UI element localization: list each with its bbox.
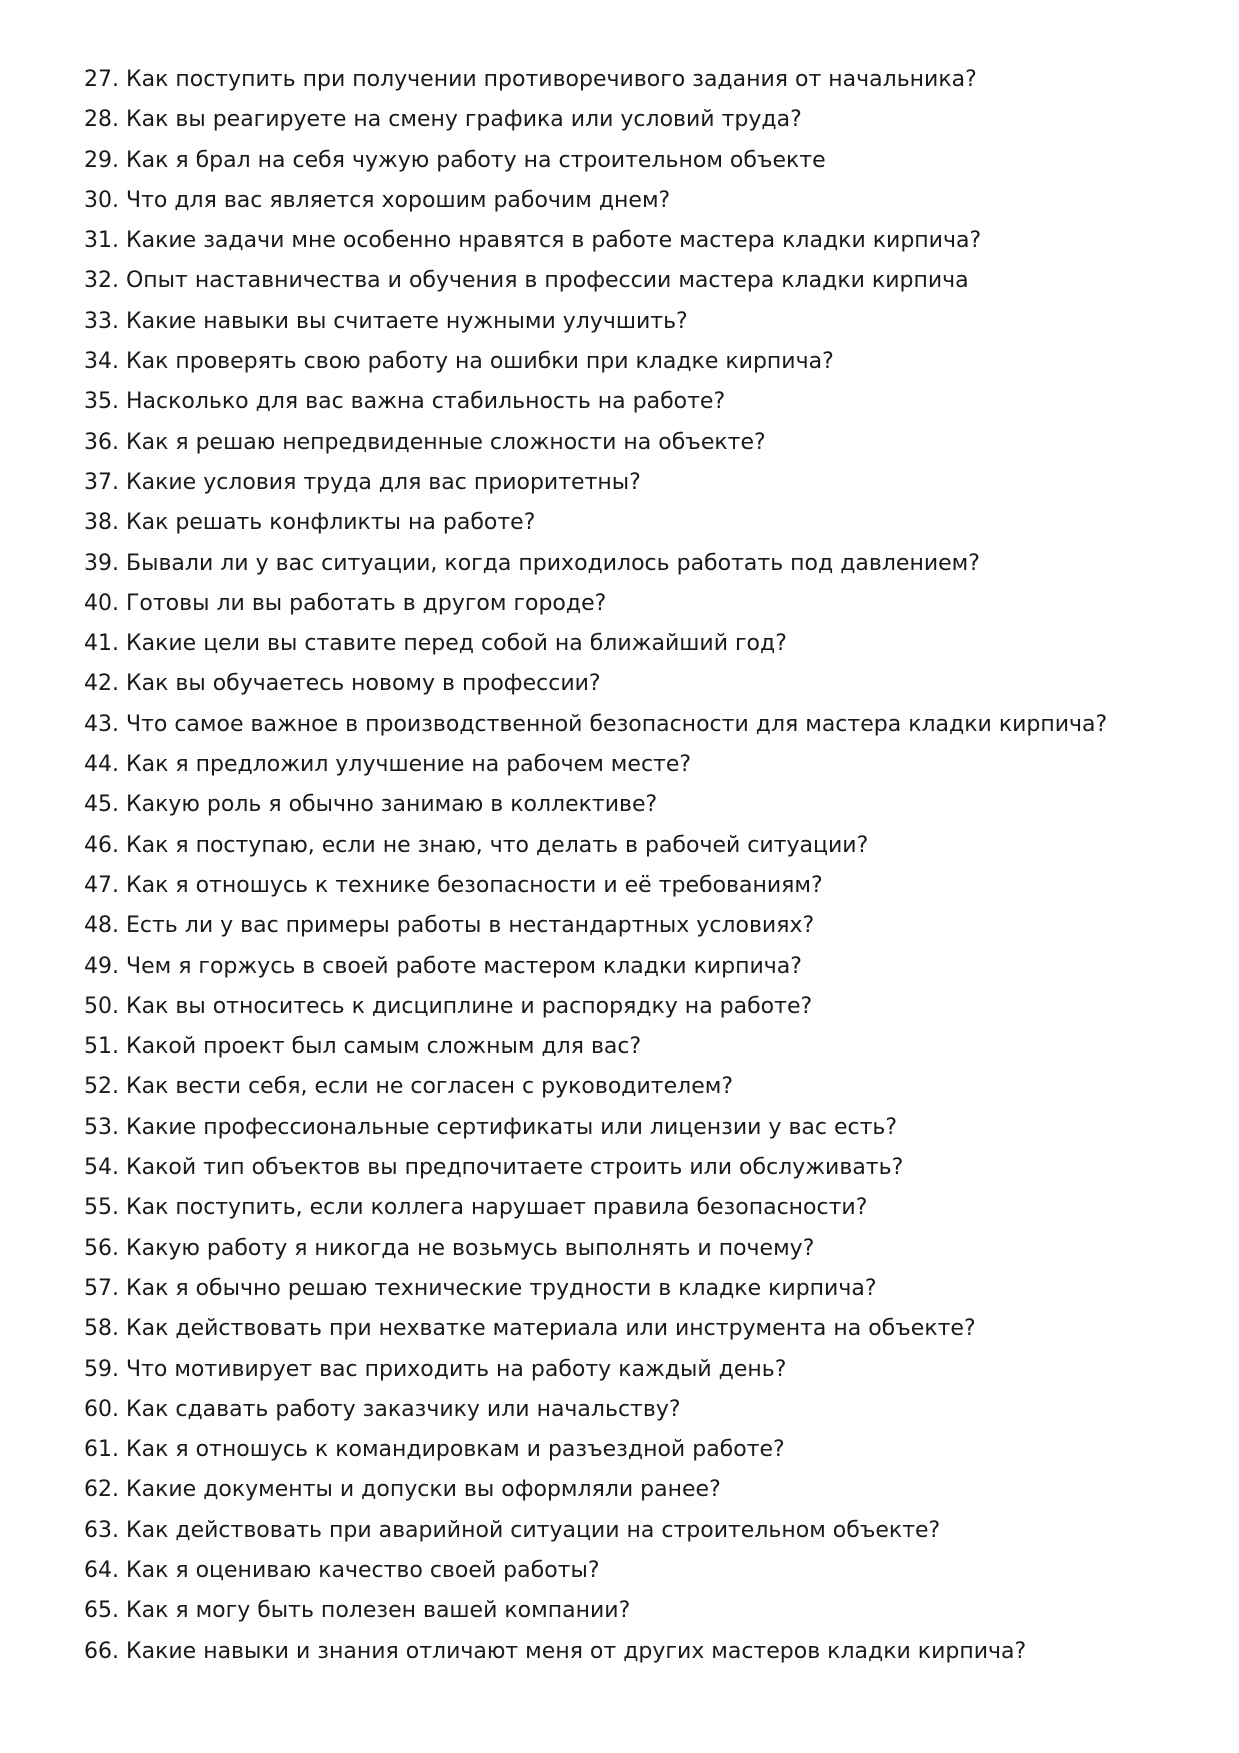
question-item: 52. Как вести себя, если не согласен с руководителем? <box>84 1074 734 1100</box>
question-item: 29. Как я брал на себя чужую работу на строительном объекте <box>84 147 826 173</box>
question-item: 51. Какой проект был самым сложным для вас? <box>84 1034 642 1060</box>
question-item: 47. Как я отношусь к технике безопасности и её требованиям? <box>84 872 823 898</box>
question-item: 31. Какие задачи мне особенно нравятся в работе мастера кладки кирпича? <box>84 228 982 254</box>
question-item: 58. Как действовать при нехватке материала или инструмента на объекте? <box>84 1316 976 1342</box>
question-item: 46. Как я поступаю, если не знаю, что делать в рабочей ситуации? <box>84 832 869 858</box>
question-item: 45. Какую роль я обычно занимаю в коллективе? <box>84 792 658 818</box>
question-item: 36. Как я решаю непредвиденные сложности на объекте? <box>84 429 766 455</box>
question-item: 38. Как решать конфликты на работе? <box>84 510 536 536</box>
question-item: 66. Какие навыки и знания отличают меня от других мастеров кладки кирпича? <box>84 1638 1027 1664</box>
question-item: 50. Как вы относитесь к дисциплине и распорядку на работе? <box>84 993 813 1019</box>
question-item: 55. Как поступить, если коллега нарушает правила безопасности? <box>84 1195 868 1221</box>
question-item: 59. Что мотивирует вас приходить на работу каждый день? <box>84 1356 787 1382</box>
question-item: 39. Бывали ли у вас ситуации, когда приходилось работать под давлением? <box>84 550 980 576</box>
question-item: 33. Какие навыки вы считаете нужными улучшить? <box>84 308 688 334</box>
question-item: 65. Как я могу быть полезен вашей компании? <box>84 1598 631 1624</box>
question-item: 28. Как вы реагируете на смену графика или условий труда? <box>84 107 802 133</box>
question-item: 32. Опыт наставничества и обучения в профессии мастера кладки кирпича <box>84 268 969 294</box>
question-item: 40. Готовы ли вы работать в другом городе? <box>84 590 607 616</box>
question-item: 54. Какой тип объектов вы предпочитаете строить или обслуживать? <box>84 1155 904 1181</box>
question-item: 27. Как поступить при получении противоречивого задания от начальника? <box>84 67 977 92</box>
question-item: 56. Какую работу я никогда не возьмусь выполнять и почему? <box>84 1235 815 1261</box>
question-item: 60. Как сдавать работу заказчику или начальству? <box>84 1396 681 1422</box>
question-item: 63. Как действовать при аварийной ситуации на строительном объекте? <box>84 1517 941 1543</box>
question-item: 62. Какие документы и допуски вы оформляли ранее? <box>84 1477 721 1503</box>
question-item: 42. Как вы обучаетесь новому в профессии? <box>84 671 601 697</box>
question-item: 41. Какие цели вы ставите перед собой на ближайший год? <box>84 631 787 657</box>
question-item: 44. Как я предложил улучшение на рабочем месте? <box>84 752 692 778</box>
question-item: 30. Что для вас является хорошим рабочим днем? <box>84 187 671 213</box>
question-item: 57. Как я обычно решаю технические трудности в кладке кирпича? <box>84 1275 877 1301</box>
question-item: 53. Какие профессиональные сертификаты или лицензии у вас есть? <box>84 1114 898 1140</box>
question-list <box>84 60 1204 1672</box>
question-item: 49. Чем я горжусь в своей работе мастером кладки кирпича? <box>84 953 802 979</box>
question-item: 61. Как я отношусь к командировкам и разъездной работе? <box>84 1437 785 1463</box>
question-item: 35. Насколько для вас важна стабильность на работе? <box>84 389 726 415</box>
question-item: 64. Как я оцениваю качество своей работы? <box>84 1557 600 1583</box>
question-item: 48. Есть ли у вас примеры работы в нестандартных условиях? <box>84 913 815 939</box>
question-item: 37. Какие условия труда для вас приоритетны? <box>84 469 641 495</box>
question-item: 34. Как проверять свою работу на ошибки при кладке кирпича? <box>84 349 834 375</box>
question-item: 43. Что самое важное в производственной безопасности для мастера кладки кирпича? <box>84 711 1108 737</box>
